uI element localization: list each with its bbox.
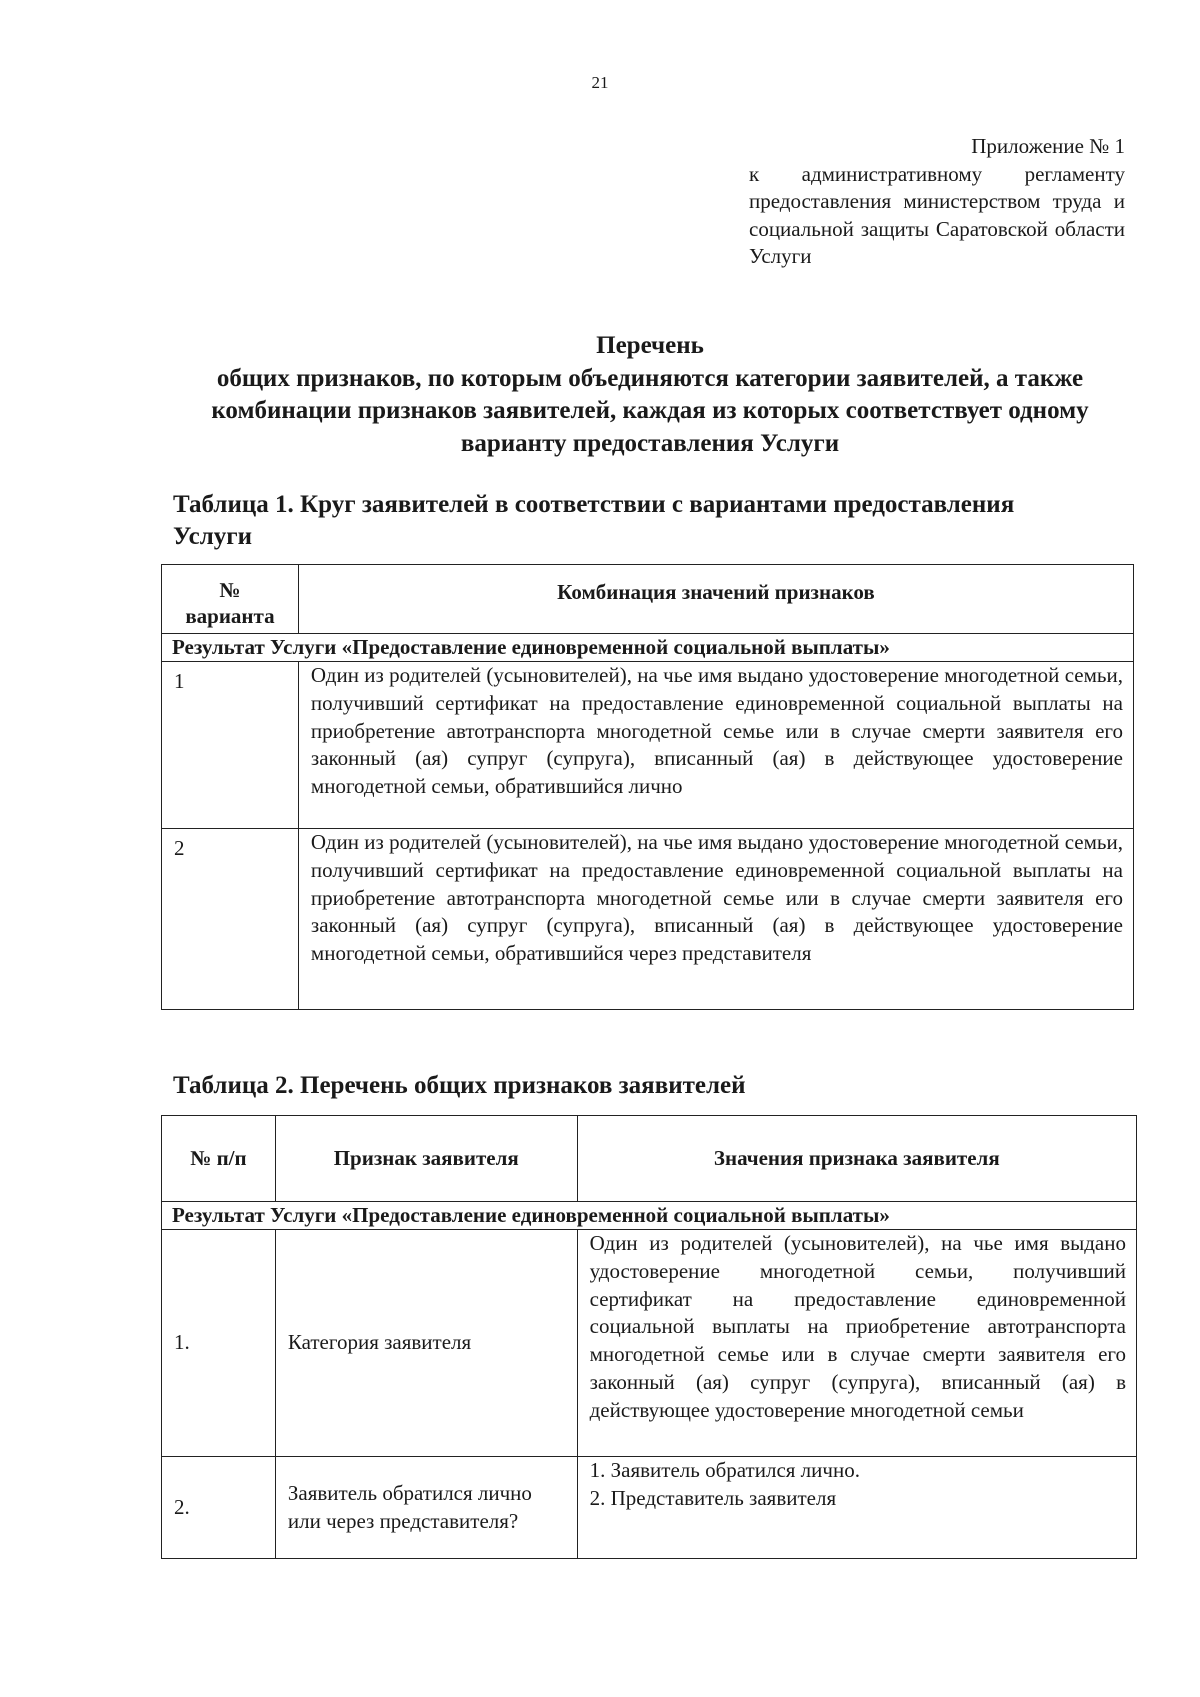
sign-value: Один из родителей (усыновителей), на чье имя выдано удостоверение многодетной семьи, получивший сертификат на предоставление единовременной социальной выплаты на приобретение автотранспорта многодетной семье или в случае смерти заявителя его законный (ая) супруг (супруга), вписанный (ая) в действующее удостоверение многодетной семьи xyxy=(577,1230,1136,1457)
applicants-variants-table xyxy=(161,564,1134,1010)
result-row xyxy=(162,634,1134,662)
sign-values-header: Значения признака заявителя xyxy=(577,1116,1136,1202)
header-num-symbol: № xyxy=(219,578,241,602)
table-header-row xyxy=(162,1116,1137,1202)
title-description: общих признаков, по которым объединяются категории заявителей, а также комбинации признаков заявителей, каждая из которых соответствует одному варианту предоставления Услуги xyxy=(211,364,1089,457)
sign-header: Признак заявителя xyxy=(275,1116,577,1202)
row-number: 1. xyxy=(162,1230,276,1457)
table-row xyxy=(162,829,1134,1010)
document-title xyxy=(160,330,1140,460)
result-label: Результат Услуги «Предоставление единовременной социальной выплаты» xyxy=(162,1202,1137,1230)
table-header-row xyxy=(162,565,1134,634)
header-variant-word: варианта xyxy=(185,604,275,628)
combination-header: Комбинация значений признаков xyxy=(298,565,1133,634)
table-row xyxy=(162,662,1134,829)
table-row xyxy=(162,1457,1137,1559)
variant-number-header xyxy=(162,565,299,634)
variant-combination: Один из родителей (усыновителей), на чье имя выдано удостоверение многодетной семьи, получивший сертификат на предоставление единовременной социальной выплаты на приобретение автотранспорта многодетной семье или в случае смерти заявителя его законный (ая) супруг (супруга), вписанный (ая) в действующее удостоверение многодетной семьи, обратившийся лично xyxy=(298,662,1133,829)
applicant-signs-table xyxy=(161,1115,1137,1559)
list-item: 1. Заявитель обратился лично. xyxy=(589,1458,860,1482)
row-number: 2. xyxy=(162,1457,276,1559)
appendix-reference: к административному регламенту предоставления министерством труда и социальной защиты Саратовской области Услуги xyxy=(749,161,1125,268)
sign-name: Заявитель обратился лично или через представителя? xyxy=(275,1457,577,1559)
page-number: 21 xyxy=(591,73,609,92)
title-heading: Перечень xyxy=(596,332,704,359)
appendix-note xyxy=(749,133,1125,271)
table-row xyxy=(162,1230,1137,1457)
table1-caption: Таблица 1. Круг заявителей в соответствии с вариантами предоставления Услуги xyxy=(173,491,1015,550)
appendix-number: Приложение № 1 xyxy=(971,134,1125,158)
variant-combination: Один из родителей (усыновителей), на чье имя выдано удостоверение многодетной семьи, получивший сертификат на предоставление единовременной социальной выплаты на приобретение автотранспорта многодетной семье или в случае смерти заявителя его законный (ая) супруг (супруга), вписанный (ая) в действующее удостоверение многодетной семьи, обратившийся через представителя xyxy=(298,829,1133,1010)
variant-number: 1 xyxy=(162,662,299,829)
variant-number: 2 xyxy=(162,829,299,1010)
sign-name: Категория заявителя xyxy=(275,1230,577,1457)
list-item: 2. Представитель заявителя xyxy=(589,1485,837,1510)
result-row xyxy=(162,1202,1137,1230)
result-label: Результат Услуги «Предоставление единовременной социальной выплаты» xyxy=(162,634,1134,662)
table2-caption: Таблица 2. Перечень общих признаков заявителей xyxy=(173,1072,746,1099)
sign-values-list xyxy=(577,1457,1136,1559)
row-number-header: № п/п xyxy=(162,1116,276,1202)
